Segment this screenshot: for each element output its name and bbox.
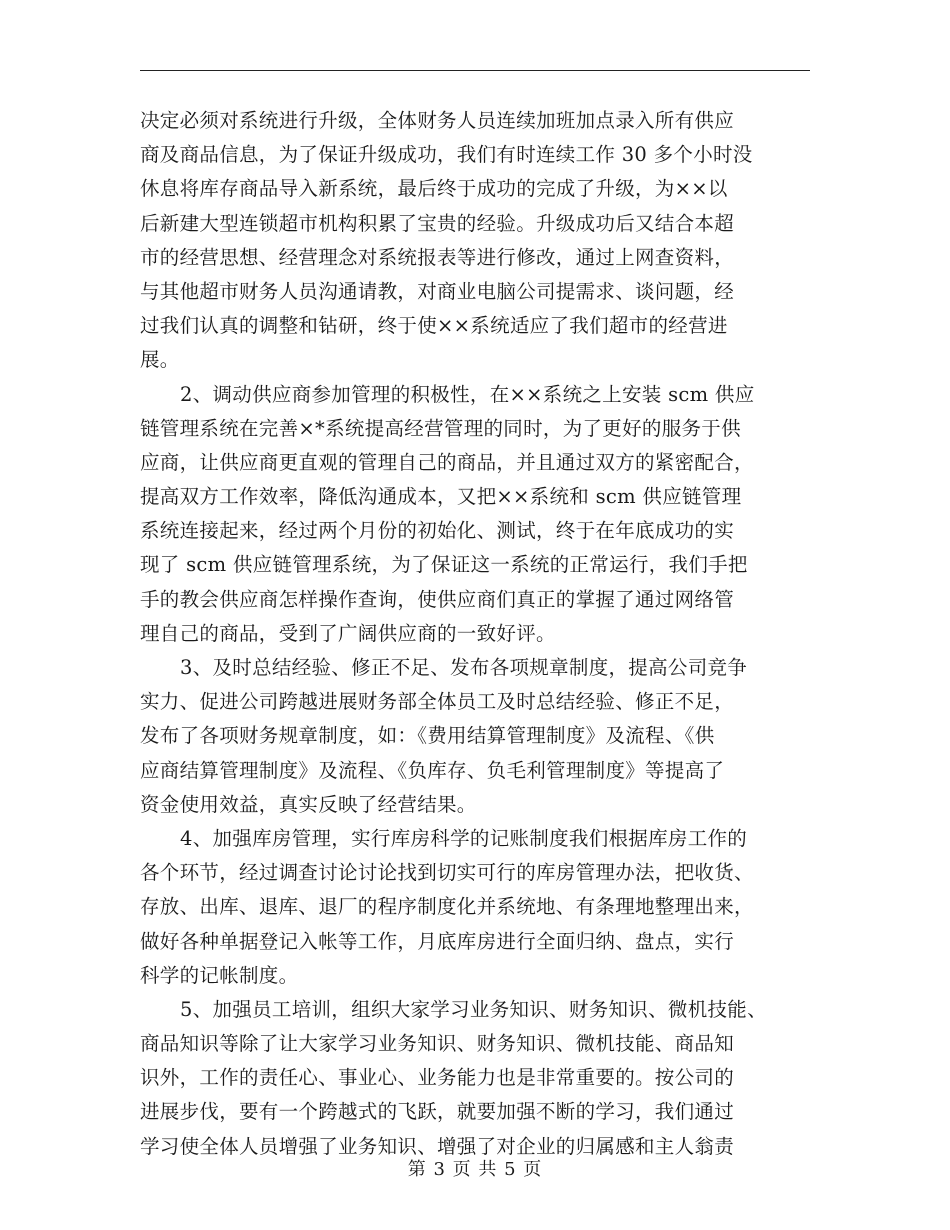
- text-line: 系统连接起来，经过两个月份的初始化、测试，终于在年底成功的实: [140, 519, 735, 543]
- text-line: 识外，工作的责任心、事业心、业务能力也是非常重要的。按公司的: [140, 1066, 735, 1090]
- text-line: 与其他超市财务人员沟通请教，对商业电脑公司提需求、谈问题，经: [140, 279, 735, 303]
- text-line: 5、加强员工培训，组织大家学习业务知识、财务知识、微机技能、: [180, 997, 767, 1021]
- text-line: 展。: [140, 348, 180, 372]
- text-line: 现了 scm 供应链管理系统，为了保证这一系统的正常运行，我们手把: [140, 553, 748, 577]
- text-line: 休息将库存商品导入新系统，最后终于成功的完成了升级，为××以: [140, 177, 728, 201]
- text-line: 市的经营思想、经营理念对系统报表等进行修改，通过上网查资料，: [140, 245, 735, 269]
- text-line: 过我们认真的调整和钻研，终于使××系统适应了我们超市的经营进: [140, 314, 728, 338]
- text-line: 商及商品信息，为了保证升级成功，我们有时连续工作 30 多个小时没: [140, 143, 753, 167]
- text-line: 发布了各项财务规章制度，如：《费用结算管理制度》及流程、《供: [140, 724, 715, 748]
- text-line: 应商，让供应商更直观的管理自己的商品，并且通过双方的紧密配合，: [140, 450, 754, 474]
- text-line: 做好各种单据登记入帐等工作，月底库房进行全面归纳、盘点，实行: [140, 929, 735, 953]
- text-line: 3、及时总结经验、修正不足、发布各项规章制度，提高公司竞争: [180, 656, 748, 679]
- text-line: 手的教会供应商怎样操作查询，使供应商们真正的掌握了通过网络管: [140, 587, 735, 611]
- text-line: 4、加强库房管理，实行库房科学的记账制度我们根据库房工作的: [180, 826, 748, 850]
- body-text: [140, 104, 820, 1164]
- text-line: 各个环节，经过调查讨论讨论找到切实可行的库房管理办法，把收货、: [140, 861, 754, 885]
- text-line: 应商结算管理制度》及流程、《负库存、负毛利管理制度》等提高了: [140, 758, 725, 782]
- page-footer: 第 3 页 共 5 页: [407, 1159, 543, 1180]
- text-line: 进展步伐，要有一个跨越式的飞跃，就要加强不断的学习，我们通过: [140, 1100, 735, 1124]
- text-line: 理自己的商品，受到了广阔供应商的一致好评。: [140, 621, 556, 645]
- text-line: 科学的记帐制度。: [140, 963, 299, 987]
- text-line: 提高双方工作效率，降低沟通成本，又把××系统和 scm 供应链管理: [140, 485, 742, 509]
- text-line: 存放、出库、退库、退厂的程序制度化并系统地、有条理地整理出来，: [140, 895, 754, 919]
- text-line: 资金使用效益，真实反映了经营结果。: [140, 792, 477, 816]
- text-line: 学习使全体人员增强了业务知识、增强了对企业的归属感和主人翁责: [140, 1134, 735, 1158]
- text-line: 实力、促进公司跨越进展财务部全体员工及时总结经验、修正不足，: [140, 690, 735, 714]
- text-line: 链管理系统在完善×*系统提高经营管理的同时，为了更好的服务于供: [140, 416, 741, 440]
- text-line: 商品知识等除了让大家学习业务知识、财务知识、微机技能、商品知: [140, 1032, 735, 1056]
- header-rule: [140, 70, 810, 71]
- text-line: 决定必须对系统进行升级，全体财务人员连续加班加点录入所有供应: [140, 109, 735, 132]
- text-line: 2、调动供应商参加管理的积极性，在××系统之上安装 scm 供应: [180, 382, 755, 406]
- text-line: 后新建大型连锁超市机构积累了宝贵的经验。升级成功后又结合本超: [140, 211, 735, 235]
